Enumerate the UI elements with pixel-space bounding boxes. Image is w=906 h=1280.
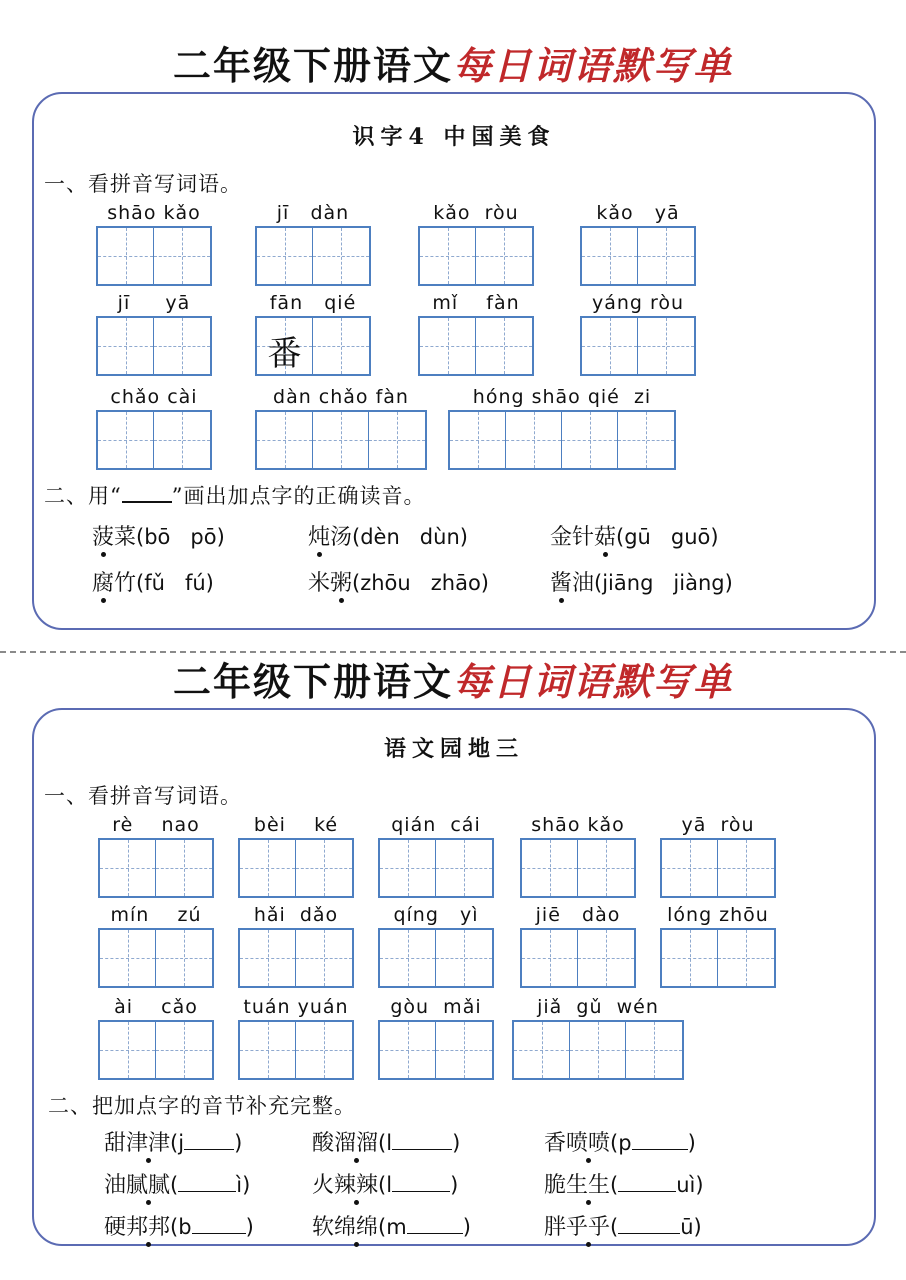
writing-boxes[interactable] — [580, 316, 696, 376]
writing-boxes[interactable] — [660, 838, 776, 898]
cut-line-divider — [0, 651, 906, 653]
pinyin-label: lóng zhōu — [667, 904, 769, 926]
writing-boxes[interactable] — [520, 838, 636, 898]
writing-boxes[interactable] — [418, 316, 534, 376]
writing-boxes[interactable] — [98, 928, 214, 988]
worksheet-card-1 — [32, 92, 876, 630]
section-1-heading: 一、看拼音写词语。 — [44, 172, 242, 196]
pinyin-label: yáng ròu — [591, 292, 685, 314]
title-black: 二年级下册语文 — [172, 659, 453, 704]
pinyin-label: yā ròu — [681, 814, 755, 836]
answer-blank[interactable] — [618, 1215, 680, 1234]
answer-blank[interactable] — [178, 1173, 236, 1192]
title-red: 每日词语默写单 — [453, 43, 734, 88]
pinyin-label: jiǎ gǔ wén — [537, 996, 659, 1018]
question-item[interactable]: 软绵绵(m ) — [312, 1210, 471, 1241]
pinyin-label: mín zú — [110, 904, 202, 926]
pinyin-label: hǎi dǎo — [253, 904, 339, 926]
question-item[interactable]: 甜津津(j ) — [104, 1126, 242, 1157]
pinyin-label: qián cái — [391, 814, 481, 836]
pinyin-label: rè nao — [112, 814, 200, 836]
pinyin-label: gòu mǎi — [390, 996, 482, 1018]
writing-boxes[interactable] — [96, 226, 212, 286]
writing-boxes[interactable] — [96, 410, 212, 470]
writing-boxes[interactable] — [255, 226, 371, 286]
writing-boxes[interactable] — [378, 928, 494, 988]
pinyin-label: jī dàn — [276, 202, 350, 224]
pinyin-label: tuán yuán — [243, 996, 349, 1018]
writing-boxes[interactable] — [378, 838, 494, 898]
page-title — [0, 44, 906, 88]
pinyin-label: kǎo yā — [596, 202, 680, 224]
writing-boxes[interactable] — [238, 1020, 354, 1080]
writing-boxes[interactable] — [418, 226, 534, 286]
pinyin-label: ài cǎo — [114, 996, 198, 1018]
question-item[interactable]: 腐竹(fǔ fú) — [92, 566, 214, 597]
pinyin-label: kǎo ròu — [433, 202, 519, 224]
answer-blank[interactable] — [392, 1131, 452, 1150]
writing-boxes[interactable] — [98, 1020, 214, 1080]
pinyin-label: shāo kǎo — [531, 814, 625, 836]
answer-blank[interactable] — [392, 1173, 450, 1192]
pinyin-label: dàn chǎo fàn — [273, 386, 409, 408]
answer-blank[interactable] — [618, 1173, 676, 1192]
writing-boxes[interactable] — [255, 316, 371, 376]
section-2-heading: 二、把加点字的音节补充完整。 — [48, 1094, 356, 1118]
title-red: 每日词语默写单 — [453, 659, 734, 704]
writing-boxes[interactable] — [520, 928, 636, 988]
pinyin-label: jiē dào — [535, 904, 621, 926]
question-item[interactable]: 香喷喷(p ) — [544, 1126, 696, 1157]
pinyin-label: bèi ké — [253, 814, 339, 836]
writing-boxes[interactable] — [660, 928, 776, 988]
worksheet-card-2 — [32, 708, 876, 1246]
writing-boxes[interactable] — [98, 838, 214, 898]
question-item[interactable]: 硬邦邦(b ) — [104, 1210, 254, 1241]
section-2-heading: 二、用“ ”画出加点字的正确读音。 — [44, 484, 426, 508]
question-item[interactable]: 金针菇(gū guō) — [550, 520, 719, 551]
question-item[interactable]: 酱油(jiāng jiàng) — [550, 566, 733, 597]
writing-boxes[interactable] — [96, 316, 212, 376]
page-title — [0, 660, 906, 704]
title-black: 二年级下册语文 — [172, 43, 453, 88]
pinyin-label: qíng yì — [393, 904, 479, 926]
answer-blank[interactable] — [192, 1215, 246, 1234]
writing-boxes[interactable] — [238, 838, 354, 898]
writing-boxes[interactable] — [238, 928, 354, 988]
question-item[interactable]: 菠菜(bō pō) — [92, 520, 225, 551]
lesson-subtitle: 识字4 中国美食 — [352, 124, 556, 150]
answer-blank[interactable] — [184, 1131, 234, 1150]
pinyin-label: fān qié — [269, 292, 357, 314]
pinyin-label: shāo kǎo — [107, 202, 201, 224]
pinyin-label: chǎo cài — [110, 386, 198, 408]
question-item[interactable]: 米粥(zhōu zhāo) — [308, 566, 489, 597]
writing-boxes[interactable] — [378, 1020, 494, 1080]
question-item[interactable]: 酸溜溜(l ) — [312, 1126, 460, 1157]
question-item[interactable]: 炖汤(dèn dùn) — [308, 520, 468, 551]
answer-blank[interactable] — [632, 1131, 688, 1150]
section-1-heading: 一、看拼音写词语。 — [44, 784, 242, 808]
writing-boxes[interactable] — [512, 1020, 684, 1080]
writing-boxes[interactable] — [580, 226, 696, 286]
answer-blank[interactable] — [407, 1215, 463, 1234]
question-item[interactable]: 胖乎乎( ū) — [544, 1210, 702, 1241]
pinyin-label: hóng shāo qié zi — [472, 386, 652, 408]
pinyin-label: jī yā — [117, 292, 191, 314]
writing-boxes[interactable] — [255, 410, 427, 470]
pinyin-label: mǐ fàn — [432, 292, 520, 314]
writing-boxes[interactable] — [448, 410, 676, 470]
question-item[interactable]: 火辣辣(l ) — [312, 1168, 458, 1199]
question-item[interactable]: 脆生生( uì) — [544, 1168, 704, 1199]
prefilled-character: 番 — [267, 334, 302, 374]
lesson-subtitle: 语文园地三 — [383, 736, 524, 762]
underline-sample — [122, 483, 172, 503]
question-item[interactable]: 油腻腻( ì) — [104, 1168, 250, 1199]
